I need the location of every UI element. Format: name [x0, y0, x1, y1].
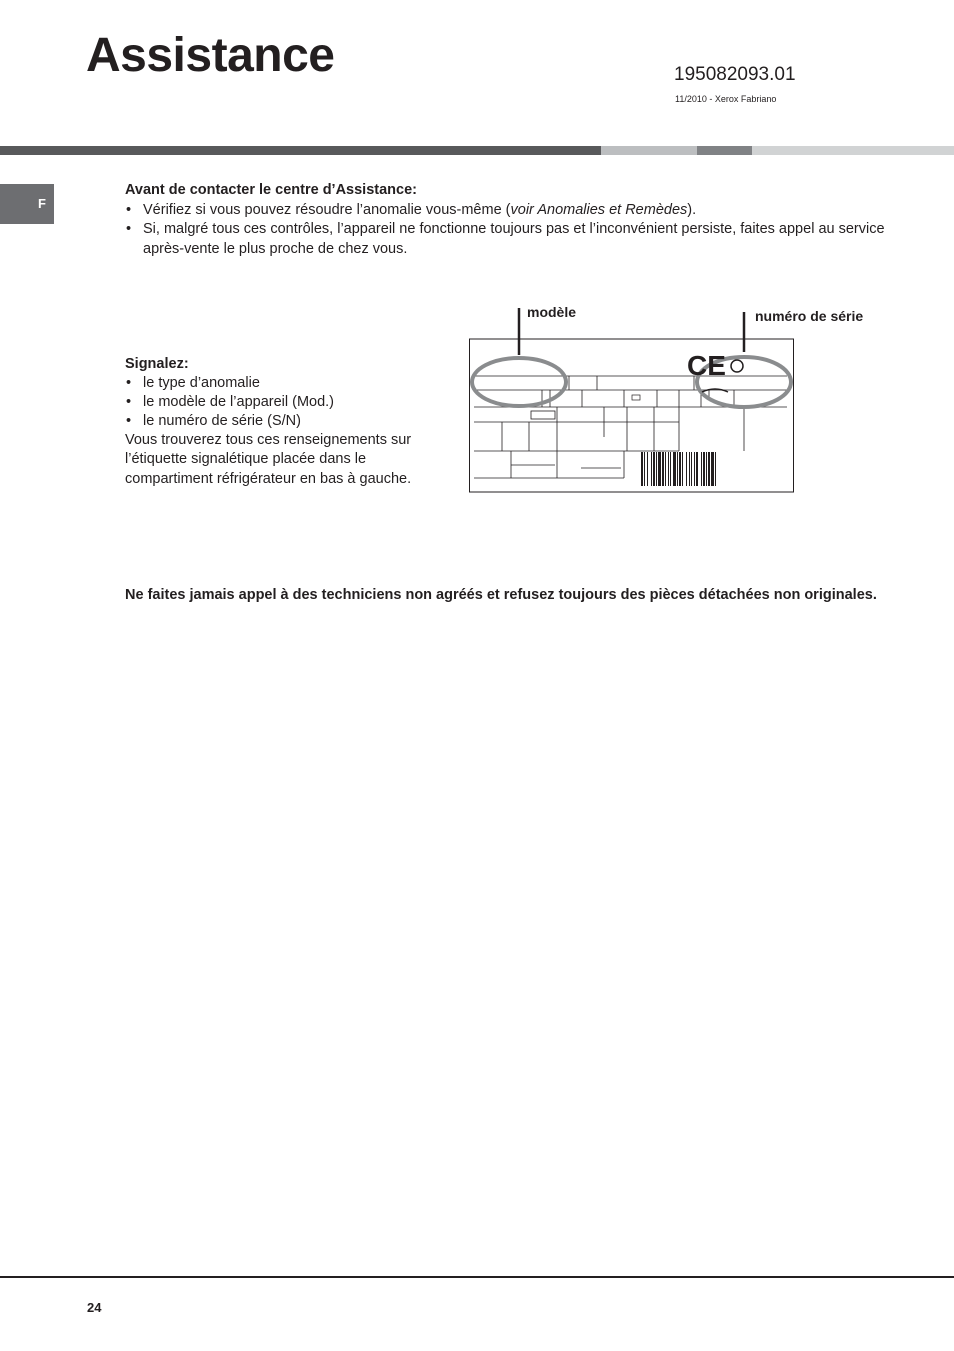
- document-date: 11/2010 - Xerox Fabriano: [675, 94, 777, 104]
- approval-mark-icon: [731, 360, 743, 372]
- barcode-bar: [670, 452, 671, 486]
- barcode-icon: [641, 452, 716, 486]
- barcode-bar: [696, 452, 698, 486]
- document-number: 195082093.01: [674, 64, 796, 85]
- header-bar-segment: [0, 146, 601, 155]
- list-item: [125, 201, 885, 221]
- barcode-bar: [711, 452, 714, 486]
- header-bar-segment: [697, 146, 752, 155]
- list-item: • le numéro de série (S/N): [125, 412, 455, 431]
- barcode-bar: [679, 452, 681, 486]
- barcode-bar: [662, 452, 664, 486]
- barcode-bar: [647, 452, 648, 486]
- language-tab: [0, 184, 54, 224]
- barcode-bar: [694, 452, 695, 486]
- barcode-bar: [686, 452, 687, 486]
- before-contact-section: [125, 181, 885, 259]
- report-section: [125, 355, 455, 489]
- list-item: • le type d’anomalie: [125, 374, 455, 393]
- serial-callout-label: numéro de série: [755, 308, 864, 324]
- page-title: Assistance: [86, 29, 335, 82]
- barcode-bar: [708, 452, 710, 486]
- language-tab-label: F: [38, 196, 46, 211]
- before-contact-heading: Avant de contacter le centre d’Assistance:: [125, 182, 417, 198]
- barcode-bar: [715, 452, 716, 486]
- barcode-bar: [653, 452, 655, 486]
- plate-symbol-icon: [632, 395, 640, 400]
- barcode-bar: [689, 452, 690, 486]
- barcode-bar: [651, 452, 652, 486]
- barcode-bar: [656, 452, 657, 486]
- barcode-bar: [682, 452, 683, 486]
- bullet-text: ).: [687, 201, 697, 218]
- cross-reference: voir Anomalies et Remèdes: [510, 201, 688, 218]
- model-callout-label: modèle: [527, 304, 577, 320]
- header-bar-segment: [601, 146, 697, 155]
- plate-grid: [474, 376, 787, 478]
- barcode-bar: [665, 452, 666, 486]
- report-heading: Signalez:: [125, 356, 189, 372]
- warning-text: Ne faites jamais appel à des techniciens non agréés et refusez toujours des pièces détachées non originales.: [125, 587, 877, 603]
- rating-plate-illustration: [469, 306, 797, 498]
- barcode-bar: [706, 452, 707, 486]
- plate-mark-icon: [702, 389, 728, 392]
- bullet-text: Vérifiez si vous pouvez résoudre l’anomalie vous-même (: [143, 201, 511, 218]
- header-bar-segment: [752, 146, 954, 155]
- list-item: • le modèle de l’appareil (Mod.): [125, 393, 455, 412]
- barcode-bar: [644, 452, 645, 486]
- report-note: Vous trouverez tous ces renseignements sur l’étiquette signalétique placée dans le compartiment réfrigérateur en bas à gauche.: [125, 432, 412, 487]
- ce-mark: CE: [687, 350, 726, 381]
- barcode-bar: [658, 452, 661, 486]
- rating-plate-frame: [470, 339, 794, 492]
- list-item: • Si, malgré tous ces contrôles, l’appareil ne fonctionne toujours pas et l’inconvénient persiste, faites appel au service après-vente le plus proche de chez vous.: [125, 220, 885, 259]
- barcode-bar: [703, 452, 705, 486]
- barcode-bar: [668, 452, 669, 486]
- page-number: 24: [87, 1300, 102, 1315]
- barcode-bar: [701, 452, 702, 486]
- barcode-bar: [677, 452, 678, 486]
- barcode-bar: [691, 452, 692, 486]
- barcode-bar: [673, 452, 676, 486]
- footer-rule: [0, 1276, 954, 1278]
- energy-symbol-icon: [531, 411, 555, 419]
- report-list: [125, 374, 455, 431]
- model-highlight-circle: [472, 358, 566, 406]
- before-contact-list: [125, 201, 885, 260]
- barcode-bar: [641, 452, 643, 486]
